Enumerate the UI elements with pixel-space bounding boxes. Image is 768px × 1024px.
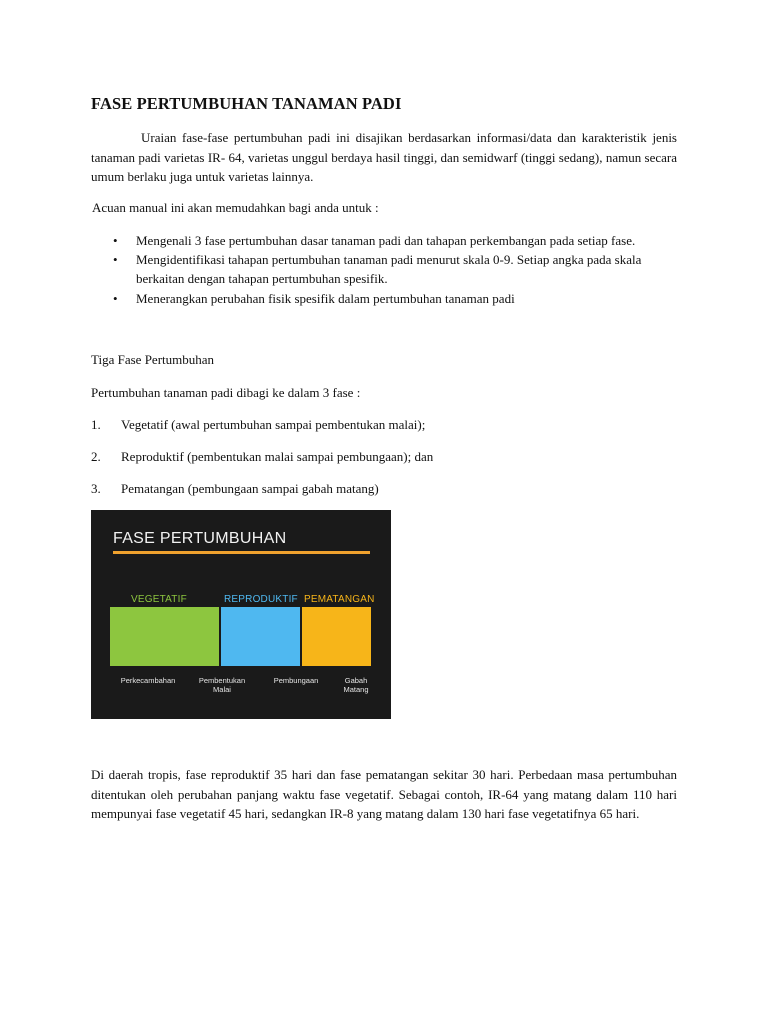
stage-label-pembentukan-malai: Pembentukan Malai <box>198 676 246 694</box>
bullet-icon: • <box>113 252 118 268</box>
document-title: FASE PERTUMBUHAN TANAMAN PADI <box>91 94 402 113</box>
list-intro: Pertumbuhan tanaman padi dibagi ke dalam 3 fase : <box>91 385 361 400</box>
section-heading: Tiga Fase Pertumbuhan <box>91 352 215 367</box>
bullet-icon: • <box>113 233 118 248</box>
bullet-icon: • <box>113 290 118 306</box>
stage-label-pembungaan: Pembungaan <box>273 676 319 685</box>
intro-paragraph: Uraian fase-fase pertumbuhan padi ini disajikan berdasarkan informasi/data dan karakteristik jenis tanaman padi varietas IR- 64, varietas unggul berdaya hasil tinggi, dan semidwarf (tinggi sedang), namun secara umum berlaku juga untuk varietas lainnya. <box>91 130 677 184</box>
phase-label-reproduktif: REPRODUKTIF <box>224 594 298 605</box>
list-item: • Menerangkan perubahan fisik spesifik dalam pertumbuhan tanaman padi <box>91 289 677 308</box>
phase-box-reproduktif <box>221 607 300 666</box>
stage-label-perkecambahan: Perkecambahan <box>120 676 176 685</box>
numbered-item: 3. Pematangan (pembungaan sampai gabah matang) <box>91 481 379 496</box>
figure-title: FASE PERTUMBUHAN <box>113 530 287 547</box>
acuan-text: Acuan manual ini akan memudahkan bagi anda untuk : <box>92 200 379 215</box>
objectives-list <box>91 231 677 308</box>
numbered-item: 1. Vegetatif (awal pertumbuhan sampai pembentukan malai); <box>91 417 426 432</box>
stage-label-gabah-matang: Gabah Matang <box>343 676 369 694</box>
phase-box-pematangan <box>302 607 371 666</box>
phase-box-vegetatif <box>110 607 219 666</box>
phase-label-pematangan: PEMATANGAN <box>304 594 375 605</box>
growth-phase-figure <box>91 510 391 719</box>
list-item: • Mengidentifikasi tahapan pertumbuhan tanaman padi menurut skala 0-9. Setiap angka pada skala berkaitan dengan tahapan pertumbuhan spesifik. <box>113 252 642 287</box>
figure-title-rule <box>113 551 370 554</box>
list-item: • Mengenali 3 fase pertumbuhan dasar tanaman padi dan tahapan perkembangan pada setiap fase. <box>91 231 677 250</box>
numbered-item: 2. Reproduktif (pembentukan malai sampai pembungaan); dan <box>91 449 434 464</box>
phase-label-vegetatif: VEGETATIF <box>131 594 187 605</box>
closing-paragraph: Di daerah tropis, fase reproduktif 35 hari dan fase pematangan sekitar 30 hari. Perbedaan masa pertumbuhan ditentukan oleh perubahan panjang waktu fase vegetatif. Sebagai contoh, IR-64 yang matang dalam 110 hari mempunyai fase vegetatif 45 hari, sedangkan IR-8 yang matang dalam 130 hari fase vegetatifnya 65 hari. <box>91 767 677 821</box>
